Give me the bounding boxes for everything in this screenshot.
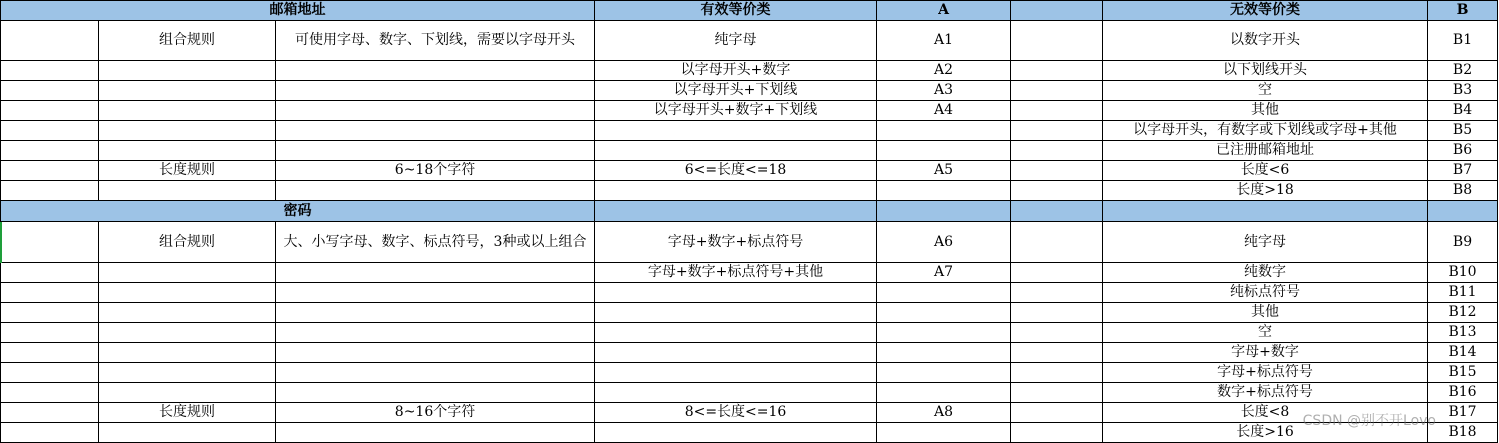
table-row xyxy=(1,161,1498,181)
row-index-cell[interactable] xyxy=(1,141,99,161)
category-cell[interactable]: 组合规则 xyxy=(99,222,276,263)
rule-cell[interactable] xyxy=(276,383,595,403)
valid-class-cell[interactable]: 8<=长度<=16 xyxy=(595,403,877,423)
a-id-cell[interactable] xyxy=(877,363,1011,383)
row-index-cell[interactable] xyxy=(1,403,99,423)
category-cell[interactable] xyxy=(99,101,276,121)
b-id-cell[interactable]: B4 xyxy=(1428,101,1498,121)
rule-cell[interactable]: 6~18个字符 xyxy=(276,161,595,181)
category-cell[interactable] xyxy=(99,181,276,201)
invalid-class-cell[interactable]: 纯数字 xyxy=(1103,263,1428,283)
category-cell[interactable] xyxy=(99,323,276,343)
b-id-cell[interactable]: B17 xyxy=(1428,403,1498,423)
section-filler-cell[interactable] xyxy=(1011,201,1103,222)
table-row xyxy=(1,403,1498,423)
rule-cell[interactable] xyxy=(276,61,595,81)
csdn-watermark: CSDN @别不开Lovo xyxy=(1302,413,1436,429)
a-id-cell[interactable]: A3 xyxy=(877,81,1011,101)
col-a-header-cell[interactable]: A xyxy=(877,1,1011,21)
valid-class-cell[interactable]: 字母+数字+标点符号 xyxy=(595,222,877,263)
row-index-cell[interactable] xyxy=(1,101,99,121)
section-filler-cell[interactable] xyxy=(595,201,877,222)
table-row xyxy=(1,263,1498,283)
category-cell[interactable]: 组合规则 xyxy=(99,21,276,61)
b-id-cell[interactable]: B5 xyxy=(1428,121,1498,141)
a-id-cell[interactable] xyxy=(877,323,1011,343)
b-id-cell[interactable]: B2 xyxy=(1428,61,1498,81)
row-index-cell[interactable] xyxy=(1,61,99,81)
rule-cell[interactable] xyxy=(276,343,595,363)
table-row xyxy=(1,121,1498,141)
valid-class-cell[interactable] xyxy=(595,141,877,161)
category-cell[interactable] xyxy=(99,61,276,81)
rule-cell[interactable] xyxy=(276,323,595,343)
blank-cell[interactable] xyxy=(1011,222,1103,263)
a-id-cell[interactable] xyxy=(877,423,1011,443)
row-index-cell[interactable] xyxy=(1,303,99,323)
b-id-cell[interactable]: B12 xyxy=(1428,303,1498,323)
category-cell[interactable] xyxy=(99,303,276,323)
blank-cell[interactable] xyxy=(1011,61,1103,81)
row-index-cell[interactable] xyxy=(1,343,99,363)
blank-cell[interactable] xyxy=(1011,383,1103,403)
table-row xyxy=(1,283,1498,303)
valid-class-cell[interactable]: 字母+数字+标点符号+其他 xyxy=(595,263,877,283)
table-row xyxy=(1,141,1498,161)
blank-cell[interactable] xyxy=(1011,121,1103,141)
b-id-cell[interactable]: B9 xyxy=(1428,222,1498,263)
valid-class-cell[interactable] xyxy=(595,181,877,201)
col-b-header-cell[interactable]: B xyxy=(1428,1,1498,21)
table-row xyxy=(1,303,1498,323)
b-id-cell[interactable]: B3 xyxy=(1428,81,1498,101)
rule-cell[interactable] xyxy=(276,81,595,101)
rule-cell[interactable] xyxy=(276,101,595,121)
row-index-cell[interactable] xyxy=(1,323,99,343)
invalid-class-cell[interactable]: 以字母开头，有数字或下划线或字母+其他 xyxy=(1103,121,1428,141)
table-row xyxy=(1,81,1498,101)
blank-cell[interactable] xyxy=(1011,81,1103,101)
b-id-cell[interactable]: B7 xyxy=(1428,161,1498,181)
b-id-cell[interactable]: B13 xyxy=(1428,323,1498,343)
valid-class-cell[interactable] xyxy=(595,383,877,403)
valid-class-cell[interactable]: 纯字母 xyxy=(595,21,877,61)
blank-cell[interactable] xyxy=(1011,323,1103,343)
invalid-class-cell[interactable]: 字母+数字 xyxy=(1103,343,1428,363)
a-id-cell[interactable]: A1 xyxy=(877,21,1011,61)
rule-cell[interactable] xyxy=(276,121,595,141)
a-id-cell[interactable] xyxy=(877,283,1011,303)
row-index-cell[interactable] xyxy=(1,81,99,101)
a-id-cell[interactable]: A2 xyxy=(877,61,1011,81)
rule-cell[interactable] xyxy=(276,141,595,161)
invalid-class-cell[interactable]: 以数字开头 xyxy=(1103,21,1428,61)
invalid-class-cell[interactable]: 长度>18 xyxy=(1103,181,1428,201)
table-body xyxy=(1,1,1498,443)
blank-cell[interactable] xyxy=(1011,141,1103,161)
row-index-cell[interactable] xyxy=(1,363,99,383)
invalid-class-cell[interactable]: 空 xyxy=(1103,323,1428,343)
email-header-cell[interactable]: 邮箱地址 xyxy=(1,1,595,21)
a-id-cell[interactable] xyxy=(877,141,1011,161)
b-id-cell[interactable]: B10 xyxy=(1428,263,1498,283)
table-row xyxy=(1,222,1498,263)
row-index-cell[interactable] xyxy=(1,21,99,61)
category-cell[interactable] xyxy=(99,263,276,283)
a-id-cell[interactable] xyxy=(877,121,1011,141)
rule-cell[interactable] xyxy=(276,363,595,383)
blank-cell[interactable] xyxy=(1011,283,1103,303)
row-index-cell[interactable] xyxy=(1,383,99,403)
table-row xyxy=(1,343,1498,363)
rule-cell[interactable]: 大、小写字母、数字、标点符号，3种或以上组合 xyxy=(276,222,595,263)
valid-class-cell[interactable] xyxy=(595,423,877,443)
row-selection-marker xyxy=(0,222,2,263)
row-index-cell[interactable] xyxy=(1,283,99,303)
valid-class-cell[interactable] xyxy=(595,343,877,363)
category-cell[interactable] xyxy=(99,81,276,101)
valid-class-cell[interactable] xyxy=(595,283,877,303)
a-id-cell[interactable]: A8 xyxy=(877,403,1011,423)
rule-cell[interactable]: 可使用字母、数字、下划线，需要以字母开头 xyxy=(276,21,595,61)
b-id-cell[interactable]: B15 xyxy=(1428,363,1498,383)
invalid-class-cell[interactable]: 长度>16 xyxy=(1103,423,1428,443)
category-cell[interactable] xyxy=(99,363,276,383)
header-row xyxy=(1,1,1498,21)
valid-class-cell[interactable]: 6<=长度<=18 xyxy=(595,161,877,181)
a-id-cell[interactable]: A5 xyxy=(877,161,1011,181)
rule-cell[interactable] xyxy=(276,423,595,443)
section-filler-cell[interactable] xyxy=(1103,201,1428,222)
section-filler-cell[interactable] xyxy=(877,201,1011,222)
category-cell[interactable]: 长度规则 xyxy=(99,403,276,423)
password-section-title[interactable]: 密码 xyxy=(1,201,595,222)
password-section-row xyxy=(1,201,1498,222)
table-row xyxy=(1,61,1498,81)
category-cell[interactable]: 长度规则 xyxy=(99,161,276,181)
rule-cell[interactable] xyxy=(276,181,595,201)
invalid-class-cell[interactable]: 纯字母 xyxy=(1103,222,1428,263)
table-row xyxy=(1,101,1498,121)
b-id-cell[interactable]: B14 xyxy=(1428,343,1498,363)
a-id-cell[interactable]: A4 xyxy=(877,101,1011,121)
rule-cell[interactable] xyxy=(276,283,595,303)
blank-cell[interactable] xyxy=(1011,343,1103,363)
a-id-cell[interactable]: A6 xyxy=(877,222,1011,263)
row-index-cell[interactable] xyxy=(1,121,99,141)
category-cell[interactable] xyxy=(99,383,276,403)
b-id-cell[interactable]: B11 xyxy=(1428,283,1498,303)
invalid-class-cell[interactable]: 字母+标点符号 xyxy=(1103,363,1428,383)
a-id-cell[interactable] xyxy=(877,181,1011,201)
valid-class-cell[interactable] xyxy=(595,303,877,323)
invalid-class-cell[interactable]: 空 xyxy=(1103,81,1428,101)
category-cell[interactable] xyxy=(99,343,276,363)
table-row xyxy=(1,181,1498,201)
b-id-cell[interactable]: B6 xyxy=(1428,141,1498,161)
row-index-cell[interactable] xyxy=(1,181,99,201)
a-id-cell[interactable]: A7 xyxy=(877,263,1011,283)
category-cell[interactable] xyxy=(99,283,276,303)
b-id-cell[interactable]: B18 xyxy=(1428,423,1498,443)
b-id-cell[interactable]: B16 xyxy=(1428,383,1498,403)
valid-class-cell[interactable]: 以字母开头+下划线 xyxy=(595,81,877,101)
row-index-cell[interactable] xyxy=(1,161,99,181)
a-id-cell[interactable] xyxy=(877,343,1011,363)
row-index-cell[interactable] xyxy=(1,423,99,443)
valid-class-cell[interactable]: 以字母开头+数字+下划线 xyxy=(595,101,877,121)
blank-cell[interactable] xyxy=(1011,101,1103,121)
row-index-cell[interactable] xyxy=(1,222,99,263)
blank-cell[interactable] xyxy=(1011,363,1103,383)
invalid-class-cell[interactable]: 以下划线开头 xyxy=(1103,61,1428,81)
table-row xyxy=(1,323,1498,343)
invalid-class-header-cell[interactable]: 无效等价类 xyxy=(1103,1,1428,21)
invalid-class-cell[interactable]: 数字+标点符号 xyxy=(1103,383,1428,403)
valid-class-cell[interactable] xyxy=(595,363,877,383)
invalid-class-cell[interactable]: 长度<8 xyxy=(1103,403,1428,423)
table-row xyxy=(1,423,1498,443)
invalid-class-cell[interactable]: 已注册邮箱地址 xyxy=(1103,141,1428,161)
invalid-class-cell[interactable]: 长度<6 xyxy=(1103,161,1428,181)
rule-cell[interactable] xyxy=(276,303,595,323)
valid-class-cell[interactable] xyxy=(595,323,877,343)
table-row xyxy=(1,363,1498,383)
invalid-class-cell[interactable]: 纯标点符号 xyxy=(1103,283,1428,303)
row-index-cell[interactable] xyxy=(1,263,99,283)
category-cell[interactable] xyxy=(99,141,276,161)
blank-cell[interactable] xyxy=(1011,263,1103,283)
b-id-cell[interactable]: B8 xyxy=(1428,181,1498,201)
valid-class-cell[interactable]: 以字母开头+数字 xyxy=(595,61,877,81)
a-id-cell[interactable] xyxy=(877,383,1011,403)
blank-cell[interactable] xyxy=(1011,303,1103,323)
valid-class-cell[interactable] xyxy=(595,121,877,141)
invalid-class-cell[interactable]: 其他 xyxy=(1103,101,1428,121)
table-row xyxy=(1,21,1498,61)
blank-cell[interactable] xyxy=(1011,181,1103,201)
category-cell[interactable] xyxy=(99,121,276,141)
rule-cell[interactable] xyxy=(276,263,595,283)
blank-header-cell[interactable] xyxy=(1011,1,1103,21)
section-filler-cell[interactable] xyxy=(1428,201,1498,222)
blank-cell[interactable] xyxy=(1011,403,1103,423)
rule-cell[interactable]: 8~16个字符 xyxy=(276,403,595,423)
blank-cell[interactable] xyxy=(1011,161,1103,181)
table-row xyxy=(1,383,1498,403)
b-id-cell[interactable]: B1 xyxy=(1428,21,1498,61)
blank-cell[interactable] xyxy=(1011,21,1103,61)
valid-class-header-cell[interactable]: 有效等价类 xyxy=(595,1,877,21)
blank-cell[interactable] xyxy=(1011,423,1103,443)
invalid-class-cell[interactable]: 其他 xyxy=(1103,303,1428,323)
a-id-cell[interactable] xyxy=(877,303,1011,323)
category-cell[interactable] xyxy=(99,423,276,443)
